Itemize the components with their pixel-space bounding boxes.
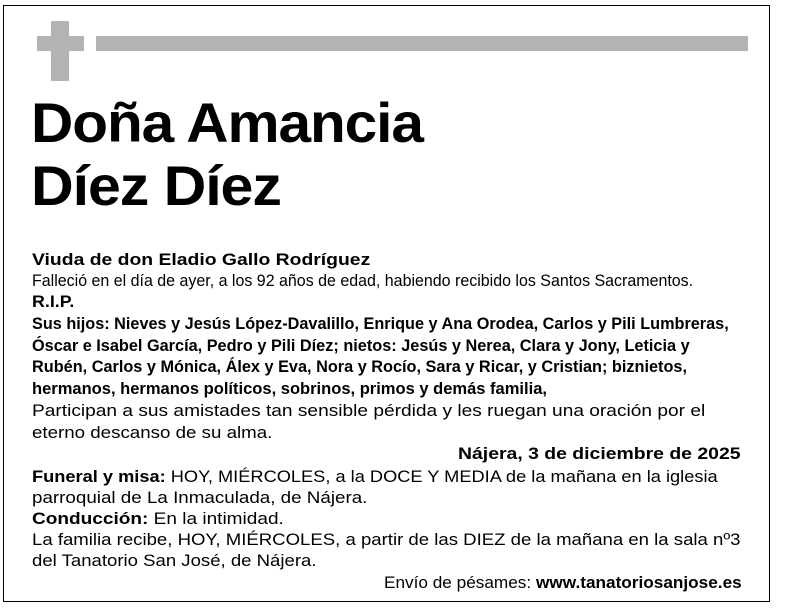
- conduction-label: Conducción:: [32, 509, 149, 528]
- family-line-2: Óscar e Isabel García, Pedro y Pili Díez; nietos: Jesús y Nerea, Clara y Jony, Leticia y: [32, 336, 690, 355]
- wake-line-1: La familia recibe, HOY, MIÉRCOLES, a partir de las DIEZ de la mañana en la sala nº3: [32, 530, 741, 549]
- announcement-line-2: eterno descanso de su alma.: [32, 423, 273, 442]
- funeral-details: HOY, MIÉRCOLES, a la DOCE Y MEDIA de la mañana en la iglesia: [165, 467, 718, 486]
- funeral-line-1: [32, 468, 718, 485]
- conduction-line: [32, 510, 284, 527]
- condolences-label: Envío de pésames:: [384, 573, 536, 592]
- cross-vertical-bar: [51, 21, 69, 81]
- condolences-link[interactable]: www.tanatoriosanjose.es: [535, 573, 742, 592]
- wake-line-2: del Tanatorio San José, de Nájera.: [32, 551, 317, 570]
- funeral-label: Funeral y misa:: [32, 467, 166, 486]
- death-notice: Falleció en el día de ayer, a los 92 años de edad, habiendo recibido los Santos Sacramentos.: [32, 271, 694, 290]
- header-rule: [96, 36, 748, 51]
- announcement-line-1: Participan a sus amistades tan sensible pérdida y les ruegan una oración por el: [32, 401, 706, 420]
- condolences-line: [384, 574, 742, 591]
- family-line-1: Sus hijos: Nieves y Jesús López-Davalillo, Enrique y Ana Orodea, Carlos y Pili Lumbreras,: [32, 314, 729, 333]
- deceased-name-line2: Díez Díez: [31, 154, 281, 217]
- conduction-value: En la intimidad.: [148, 509, 284, 528]
- place-date: Nájera, 3 de diciembre de 2025: [458, 444, 741, 463]
- widow-of: Viuda de don Eladio Gallo Rodríguez: [32, 250, 371, 269]
- rip: R.I.P.: [32, 292, 75, 311]
- family-line-3: Rubén, Carlos y Mónica, Álex y Eva, Nora y Rocío, Sara y Ricar, y Cristian; biznietos,: [32, 357, 688, 376]
- cross-horizontal-bar: [37, 36, 84, 51]
- family-line-4: hermanos, hermanos políticos, sobrinos, primos y demás familia,: [32, 379, 547, 398]
- deceased-name-line1: Doña Amancia: [31, 91, 423, 154]
- funeral-line-2: parroquial de La Inmaculada, de Nájera.: [32, 488, 368, 507]
